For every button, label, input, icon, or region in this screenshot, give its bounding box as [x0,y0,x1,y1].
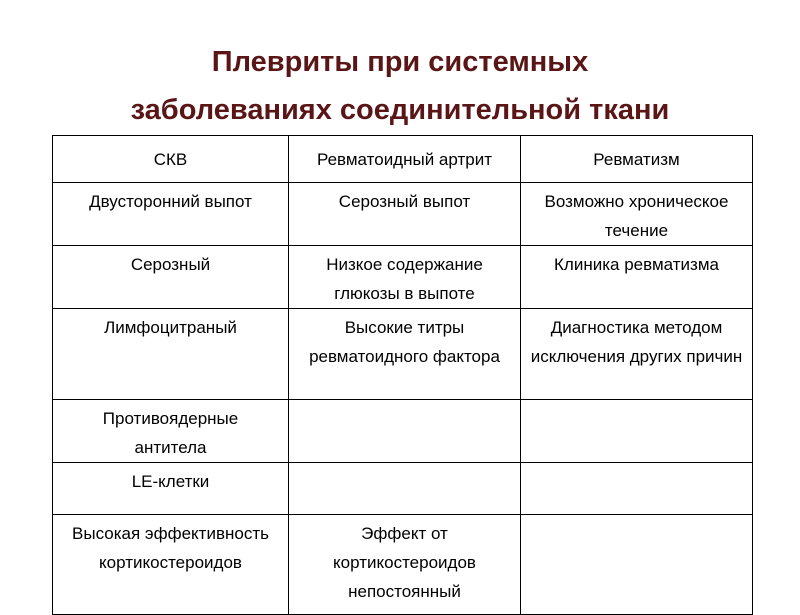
table-cell: Двусторонний выпот [53,183,289,246]
table-row [53,246,753,309]
table-cell: Возможно хроническое течение [521,183,753,246]
column-header-skv: СКВ [53,136,289,183]
table-row [53,463,753,515]
slide-title-line-1: Плевриты при системных [211,46,589,78]
table-cell [521,400,753,463]
table-cell: Эффект от кортикостероидов непостоянный [289,515,521,615]
table-row [53,309,753,400]
table-cell: Серозный выпот [289,183,521,246]
table-cell: Противоядерные антитела [53,400,289,463]
table-cell: Высокая эффективность кортикостероидов [53,515,289,615]
table-cell: Лимфоцитраный [53,309,289,400]
table-cell [289,400,521,463]
slide-title-line-2: заболеваниях соединительной ткани [130,94,670,126]
column-header-rheumatoid-arthritis: Ревматоидный артрит [289,136,521,183]
column-header-rheumatism: Ревматизм [521,136,753,183]
table-header-row [53,136,753,183]
table-cell: LE-клетки [53,463,289,515]
table-cell: Диагностика методом исключения других причин [521,309,753,400]
table-cell: Серозный [53,246,289,309]
table-cell [521,463,753,515]
table-cell [289,463,521,515]
comparison-table [52,135,753,615]
table-cell: Высокие титры ревматоидного фактора [289,309,521,400]
table-cell: Клиника ревматизма [521,246,753,309]
table-row [53,400,753,463]
table-cell: Низкое содержание глюкозы в выпоте [289,246,521,309]
slide-title [0,38,800,134]
table-row [53,183,753,246]
